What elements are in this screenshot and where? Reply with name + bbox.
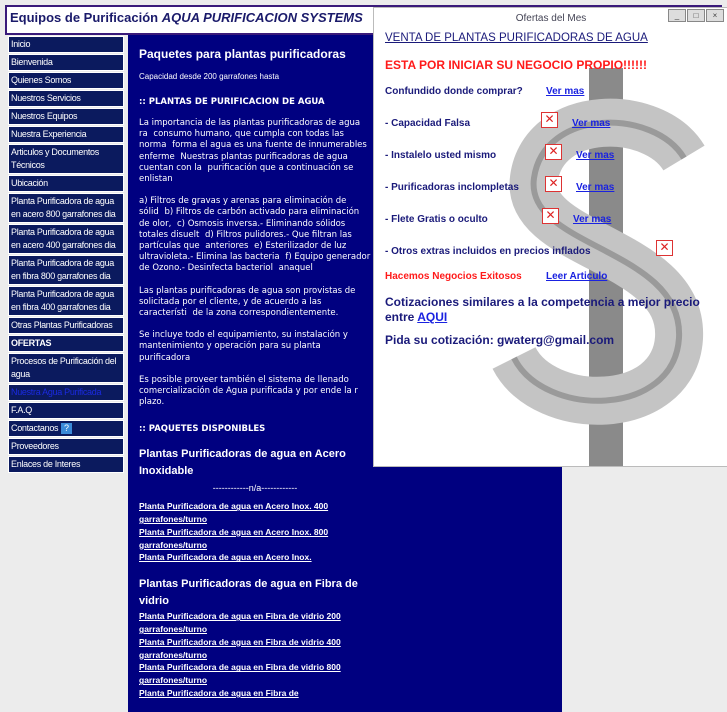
sidebar-item[interactable]: Enlaces de Interes [8,456,124,473]
offer-item: - Instalelo usted mismo [385,150,497,161]
package-link[interactable]: Planta Purificadora de agua en Acero Inox. 400 garrafones/turno [139,501,329,525]
text-line: d) Filtros pulidores.- Que filtran las partículas que [139,229,352,252]
steel-column [139,446,371,564]
sidebar-item[interactable]: Nuestra Agua Purificada [8,384,124,401]
text-line: forma el agua es una fuente de innumerables enferme [139,140,367,162]
text-line: mantenimiento y operación para su planta purificadora [139,341,321,363]
ver-mas-link[interactable]: Ver mas [576,150,615,161]
sidebar-item[interactable]: F.A.Q [8,402,124,419]
offers-popup-window [373,7,727,467]
maximize-button[interactable]: □ [687,9,705,22]
offer-item: - Flete Gratis o oculto [385,214,488,225]
sidebar-item[interactable]: Procesos de Purificación del agua [8,353,124,383]
sidebar-item[interactable]: Nuestra Experiencia [8,126,124,143]
paragraph [139,375,371,409]
ver-mas-link[interactable]: Ver mas [546,86,585,97]
broken-image-icon: ✕ [541,112,558,128]
help-icon[interactable]: ? [61,423,72,434]
package-link[interactable]: Planta Purificadora de agua en Acero Inox. [139,552,312,563]
sidebar-item[interactable]: OFERTAS [8,335,124,352]
text-line: de la zona correspondientemente. [192,308,339,319]
negocio-headline: ESTA POR INICIAR SU NEGOCIO PROPIO!!!!!! [385,58,648,72]
paragraph [139,196,371,274]
text-line: Las plantas purificadoras de agua son provistas de [139,285,356,296]
sidebar-item[interactable]: Planta Purificadora de agua en fibra 800 garrafones dia [8,255,124,285]
ver-mas-link[interactable]: Ver mas [576,182,615,193]
sidebar-item[interactable]: Quienes Somos [8,72,124,89]
offer-item: - Otros extras incluidos en precios inflados [385,246,591,257]
column-heading: Plantas Purificadoras de agua en Fibra de vidrio [139,578,358,608]
entre-text: entre [385,310,415,324]
sidebar-item[interactable]: Planta Purificadora de agua en acero 400 garrafones dia [8,224,124,254]
sidebar-item[interactable]: Otras Plantas Purificadoras [8,317,124,334]
text-line: Nuestras plantas purificadoras de agua cuentan con la [139,151,348,173]
na-text: ------------n/a------------ [212,483,298,494]
text-line: consumo humano, que cumpla con todas las norma [139,129,344,151]
confundido-text: Confundido donde comprar? [385,86,523,97]
text-line: e) Esterilizador de luz ultravioleta.- Elimina las bacteria [139,241,347,263]
ver-mas-link[interactable]: Ver mas [573,214,612,225]
paragraph [139,118,371,185]
close-button[interactable]: × [706,9,724,22]
page-title: Paquetes para plantas purificadoras [139,47,346,61]
email-text: Pida su cotización: gwaterg@gmail.com [385,333,615,347]
package-link[interactable]: Planta Purificadora de agua en Fibra de vidrio 800 garrafones/turno [139,662,341,686]
fiber-column [139,576,371,700]
package-link[interactable]: Planta Purificadora de agua en Fibra de [139,688,299,699]
text-line: c) Osmosis inversa.- Eliminando sólidos totales disuelt [139,218,346,240]
popup-title: Ofertas del Mes [515,13,587,24]
broken-image-icon: ✕ [656,240,673,256]
sidebar-nav [8,36,124,474]
text-line: anaquel [278,263,313,274]
aqui-link[interactable]: AQUI [417,310,448,324]
text-line: La importancia de las plantas purificadoras de agua ra [139,118,361,140]
package-link[interactable]: Planta Purificadora de agua en Fibra de vidrio 400 garrafones/turno [139,636,341,660]
capacity-text: Capacidad desde 200 garrafones hasta [139,72,280,81]
sidebar-item[interactable]: Nuestros Servicios [8,90,124,107]
leer-articulo-link[interactable]: Leer Articulo [546,271,608,282]
sidebar-item[interactable]: Inicio [8,36,124,53]
venta-link[interactable]: VENTA DE PLANTAS PURIFICADORAS DE AGUA [385,32,648,44]
section-heading: :: PLANTAS DE PURIFICACION DE AGUA [139,97,325,107]
broken-image-icon: ✕ [542,208,559,224]
text-line: purificación que a continuación se enlistan [139,162,354,185]
broken-image-icon: ✕ [545,176,562,192]
sidebar-item[interactable]: Planta Purificadora de agua en acero 800 garrafones dia [8,193,124,223]
column-heading: Plantas Purificadoras de agua en Acero Inoxidable [139,448,346,478]
text-line: plazo. [139,397,165,408]
package-link[interactable]: Planta Purificadora de agua en Fibra de vidrio 200 garrafones/turno [139,611,341,635]
sidebar-item[interactable]: Proveedores [8,438,124,455]
text-line: Es posible proveer también el sistema de llenado [139,374,349,385]
broken-image-icon: ✕ [545,144,562,160]
offer-item: - Capacidad Falsa [385,118,471,129]
paragraph [139,286,371,320]
text-line: b) Filtros de carbón activado para eliminación de olor, [139,207,360,229]
section-heading: :: PAQUETES DISPONIBLES [139,424,266,435]
sidebar-item[interactable]: Ubicación [8,175,124,192]
sidebar-item[interactable]: Planta Purificadora de agua en fibra 400 garrafones dia [8,286,124,316]
text-line: solicitada por el cliente, y de acuerdo a las característi [139,296,322,319]
site-title: Equipos de Purificación AQUA PURIFICACION SYSTEMS [10,10,363,25]
offer-item: - Purificadoras inclompletas [385,182,519,193]
ver-mas-link[interactable]: Ver mas [572,118,611,129]
exitosos-text: Hacemos Negocios Exitosos [385,271,522,282]
text-line: f) Equipo generador de Ozono.- Desinfecta bacteriol [139,252,371,274]
sidebar-item[interactable]: Contactanos [8,420,124,437]
cotizaciones-text: Cotizaciones similares a la competencia a mejor precio [385,295,700,309]
minimize-button[interactable]: _ [668,9,686,22]
text-line: a) Filtros de gravas y arenas para eliminación de sólid [139,196,347,218]
package-link[interactable]: Planta Purificadora de agua en Acero Inox. 800 garrafones/turno [139,526,329,550]
text-line: Se incluye todo el equipamiento, su instalación y [139,330,348,341]
paragraph [139,330,371,364]
text-line: comercialización de Agua purificada y por ende la r [139,386,358,397]
text-line: anteriores [205,241,249,252]
sidebar-item[interactable]: Articulos y Documentos Técnicos [8,144,124,174]
sidebar-item[interactable]: Nuestros Equipos [8,108,124,125]
sidebar-item[interactable]: Bienvenida [8,54,124,71]
